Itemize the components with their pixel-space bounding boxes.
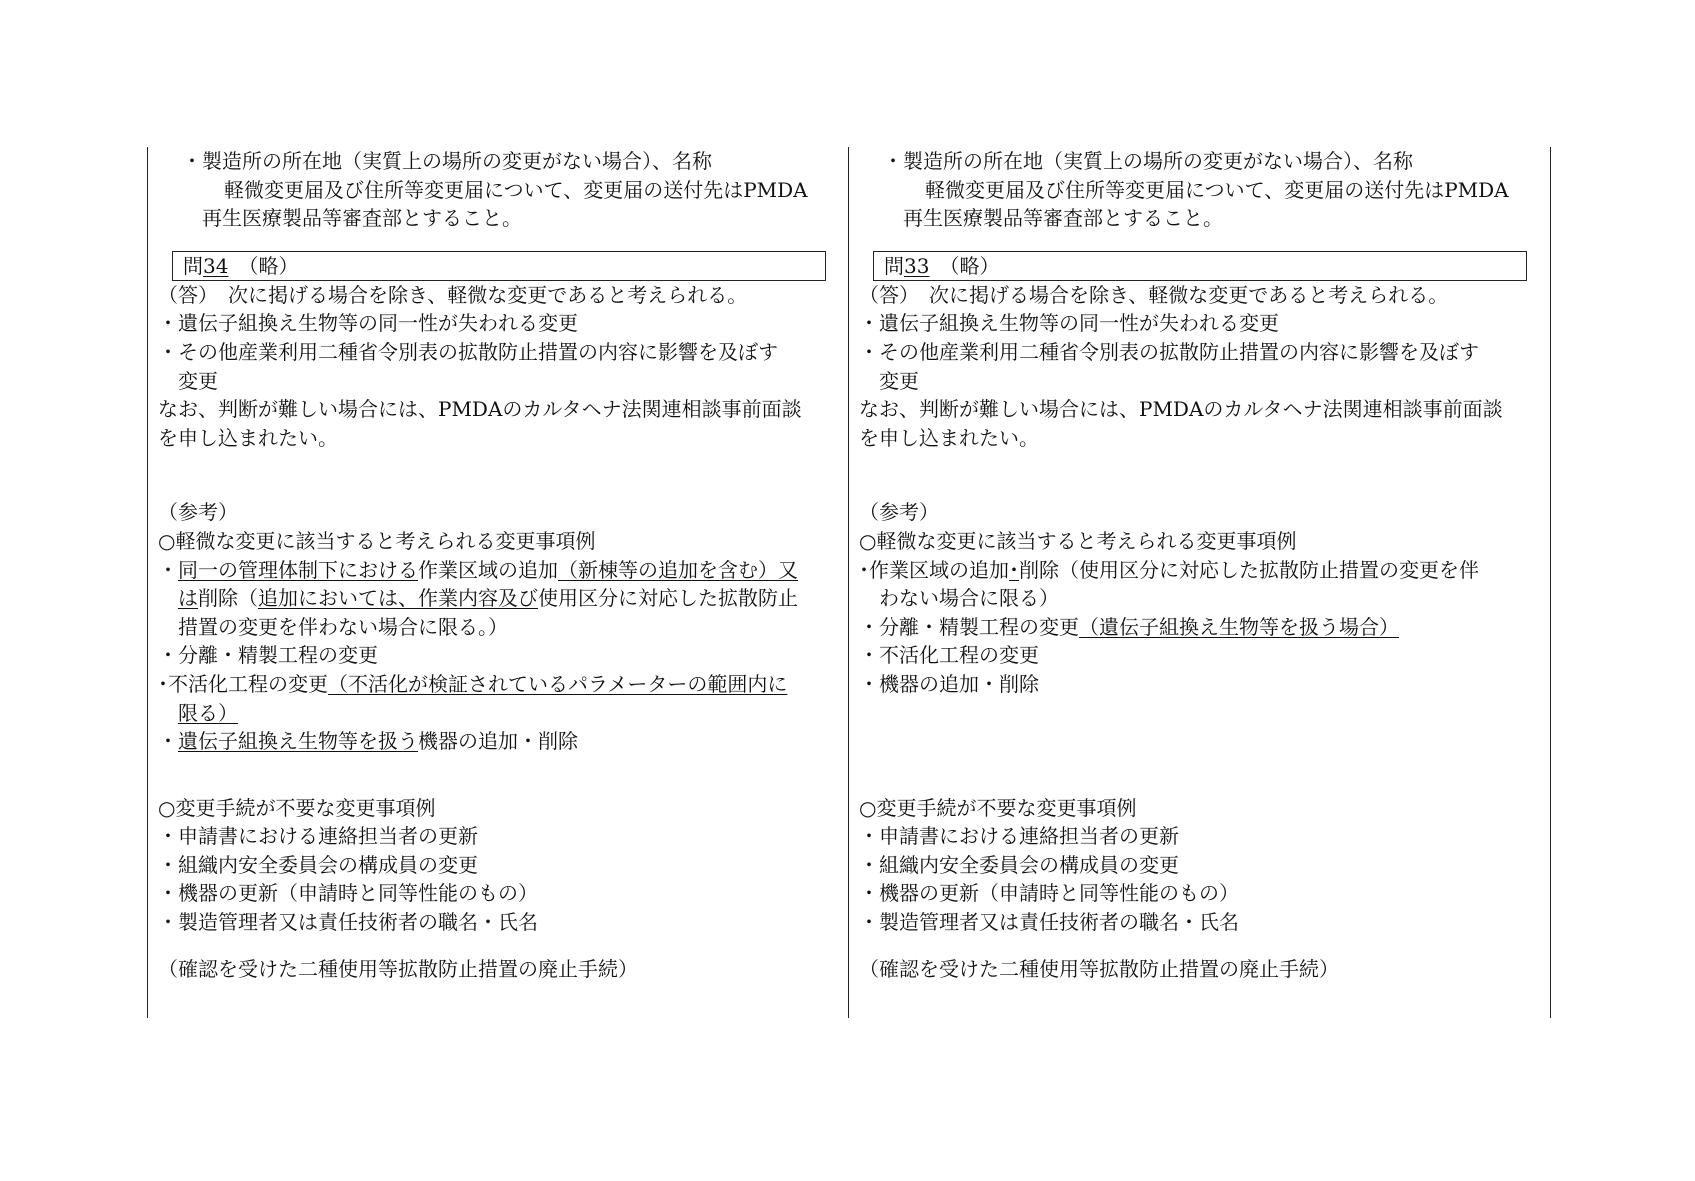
no-change-item: ・申請書における連絡担当者の更新: [859, 824, 1179, 849]
top-note-line-2: 再生医療製品等審査部とすること。: [903, 206, 1223, 231]
answer-line: を申し込まれたい。: [158, 425, 338, 450]
answer-line: なお、判断が難しい場合には、PMDAのカルタヘナ法関連相談事前面談: [158, 397, 802, 422]
top-item: ・製造所の所在地（実質上の場所の変更がない場合）、名称: [883, 149, 1413, 173]
no-change-item: ・製造管理者又は責任技術者の職名・氏名: [859, 910, 1239, 935]
minor-change-item: ･作業区域の追加･削除（使用区分に対応した拡散防止措置の変更を伴: [859, 557, 1479, 582]
table-border-right: [1550, 147, 1551, 1018]
question-prefix: 問: [884, 253, 904, 278]
question-heading: [873, 251, 1527, 281]
no-change-item: ・組織内安全委員会の構成員の変更: [158, 852, 478, 877]
minor-change-item-cont: は削除（追加においては、作業内容及び使用区分に対応した拡散防止: [178, 586, 798, 611]
top-item: ・製造所の所在地（実質上の場所の変更がない場合）、名称: [182, 149, 712, 173]
top-note-line-1: 軽微変更届及び住所等変更届について、変更届の送付先はPMDA: [925, 177, 1509, 202]
answer-line: ・その他産業利用二種省令別表の拡散防止措置の内容に影響を及ぼす: [859, 339, 1479, 364]
answer-line: ・遺伝子組換え生物等の同一性が失われる変更: [859, 311, 1279, 336]
minor-change-item: ・遺伝子組換え生物等を扱う機器の追加・削除: [158, 729, 578, 754]
no-change-item: ・機器の更新（申請時と同等性能のもの）: [158, 881, 538, 906]
question-number: 34: [203, 253, 229, 278]
minor-change-item: ・分離・精製工程の変更: [158, 643, 378, 668]
question-suffix: （略）: [228, 253, 299, 278]
answer-line: なお、判断が難しい場合には、PMDAのカルタヘナ法関連相談事前面談: [859, 397, 1503, 422]
answer-line: ・遺伝子組換え生物等の同一性が失われる変更: [158, 311, 578, 336]
minor-change-item-cont: 措置の変更を伴わない場合に限る。）: [178, 614, 508, 639]
minor-change-item-cont: 限る）: [178, 700, 238, 725]
no-change-item: ・製造管理者又は責任技術者の職名・氏名: [158, 910, 538, 935]
minor-change-item: ・機器の追加・削除: [859, 671, 1039, 696]
answer-line: （答） 次に掲げる場合を除き、軽微な変更であると考えられる。: [158, 282, 748, 307]
minor-change-item: ・同一の管理体制下における作業区域の追加（新棟等の追加を含む）又: [158, 557, 798, 582]
answer-line: を申し込まれたい。: [859, 425, 1039, 450]
no-change-heading: ○変更手続が不要な変更事項例: [158, 795, 436, 820]
top-note-line-2: 再生医療製品等審査部とすること。: [202, 206, 522, 231]
answer-line: （答） 次に掲げる場合を除き、軽微な変更であると考えられる。: [859, 282, 1449, 307]
reference-label: （参考）: [158, 500, 238, 525]
minor-change-heading: ○軽微な変更に該当すると考えられる変更事項例: [859, 528, 1297, 553]
question-heading: [172, 251, 826, 281]
comparison-table: [147, 147, 1550, 1018]
no-change-item: ・申請書における連絡担当者の更新: [158, 824, 478, 849]
no-change-item: ・組織内安全委員会の構成員の変更: [859, 852, 1179, 877]
answer-line: 変更: [879, 368, 919, 393]
minor-change-item: ･不活化工程の変更（不活化が検証されているパラメーターの範囲内に: [158, 671, 788, 696]
right-column: [859, 147, 1541, 983]
minor-change-heading: ○軽微な変更に該当すると考えられる変更事項例: [158, 528, 596, 553]
top-note-line-1: 軽微変更届及び住所等変更届について、変更届の送付先はPMDA: [224, 177, 808, 202]
reference-label: （参考）: [859, 500, 939, 525]
minor-change-item: ・不活化工程の変更: [859, 643, 1039, 668]
answer-line: 変更: [178, 368, 218, 393]
question-number: 33: [904, 253, 930, 278]
question-suffix: （略）: [929, 253, 1000, 278]
table-border-left: [147, 147, 148, 1018]
table-column-divider: [848, 147, 849, 1018]
closing-heading: （確認を受けた二種使用等拡散防止措置の廃止手続）: [859, 956, 1339, 981]
minor-change-item: ・分離・精製工程の変更（遺伝子組換え生物等を扱う場合）: [859, 614, 1399, 639]
no-change-heading: ○変更手続が不要な変更事項例: [859, 795, 1137, 820]
question-prefix: 問: [183, 253, 203, 278]
answer-line: ・その他産業利用二種省令別表の拡散防止措置の内容に影響を及ぼす: [158, 339, 778, 364]
no-change-item: ・機器の更新（申請時と同等性能のもの）: [859, 881, 1239, 906]
minor-change-item-cont: わない場合に限る）: [879, 586, 1059, 611]
closing-heading: （確認を受けた二種使用等拡散防止措置の廃止手続）: [158, 956, 638, 981]
left-column: [158, 147, 840, 983]
